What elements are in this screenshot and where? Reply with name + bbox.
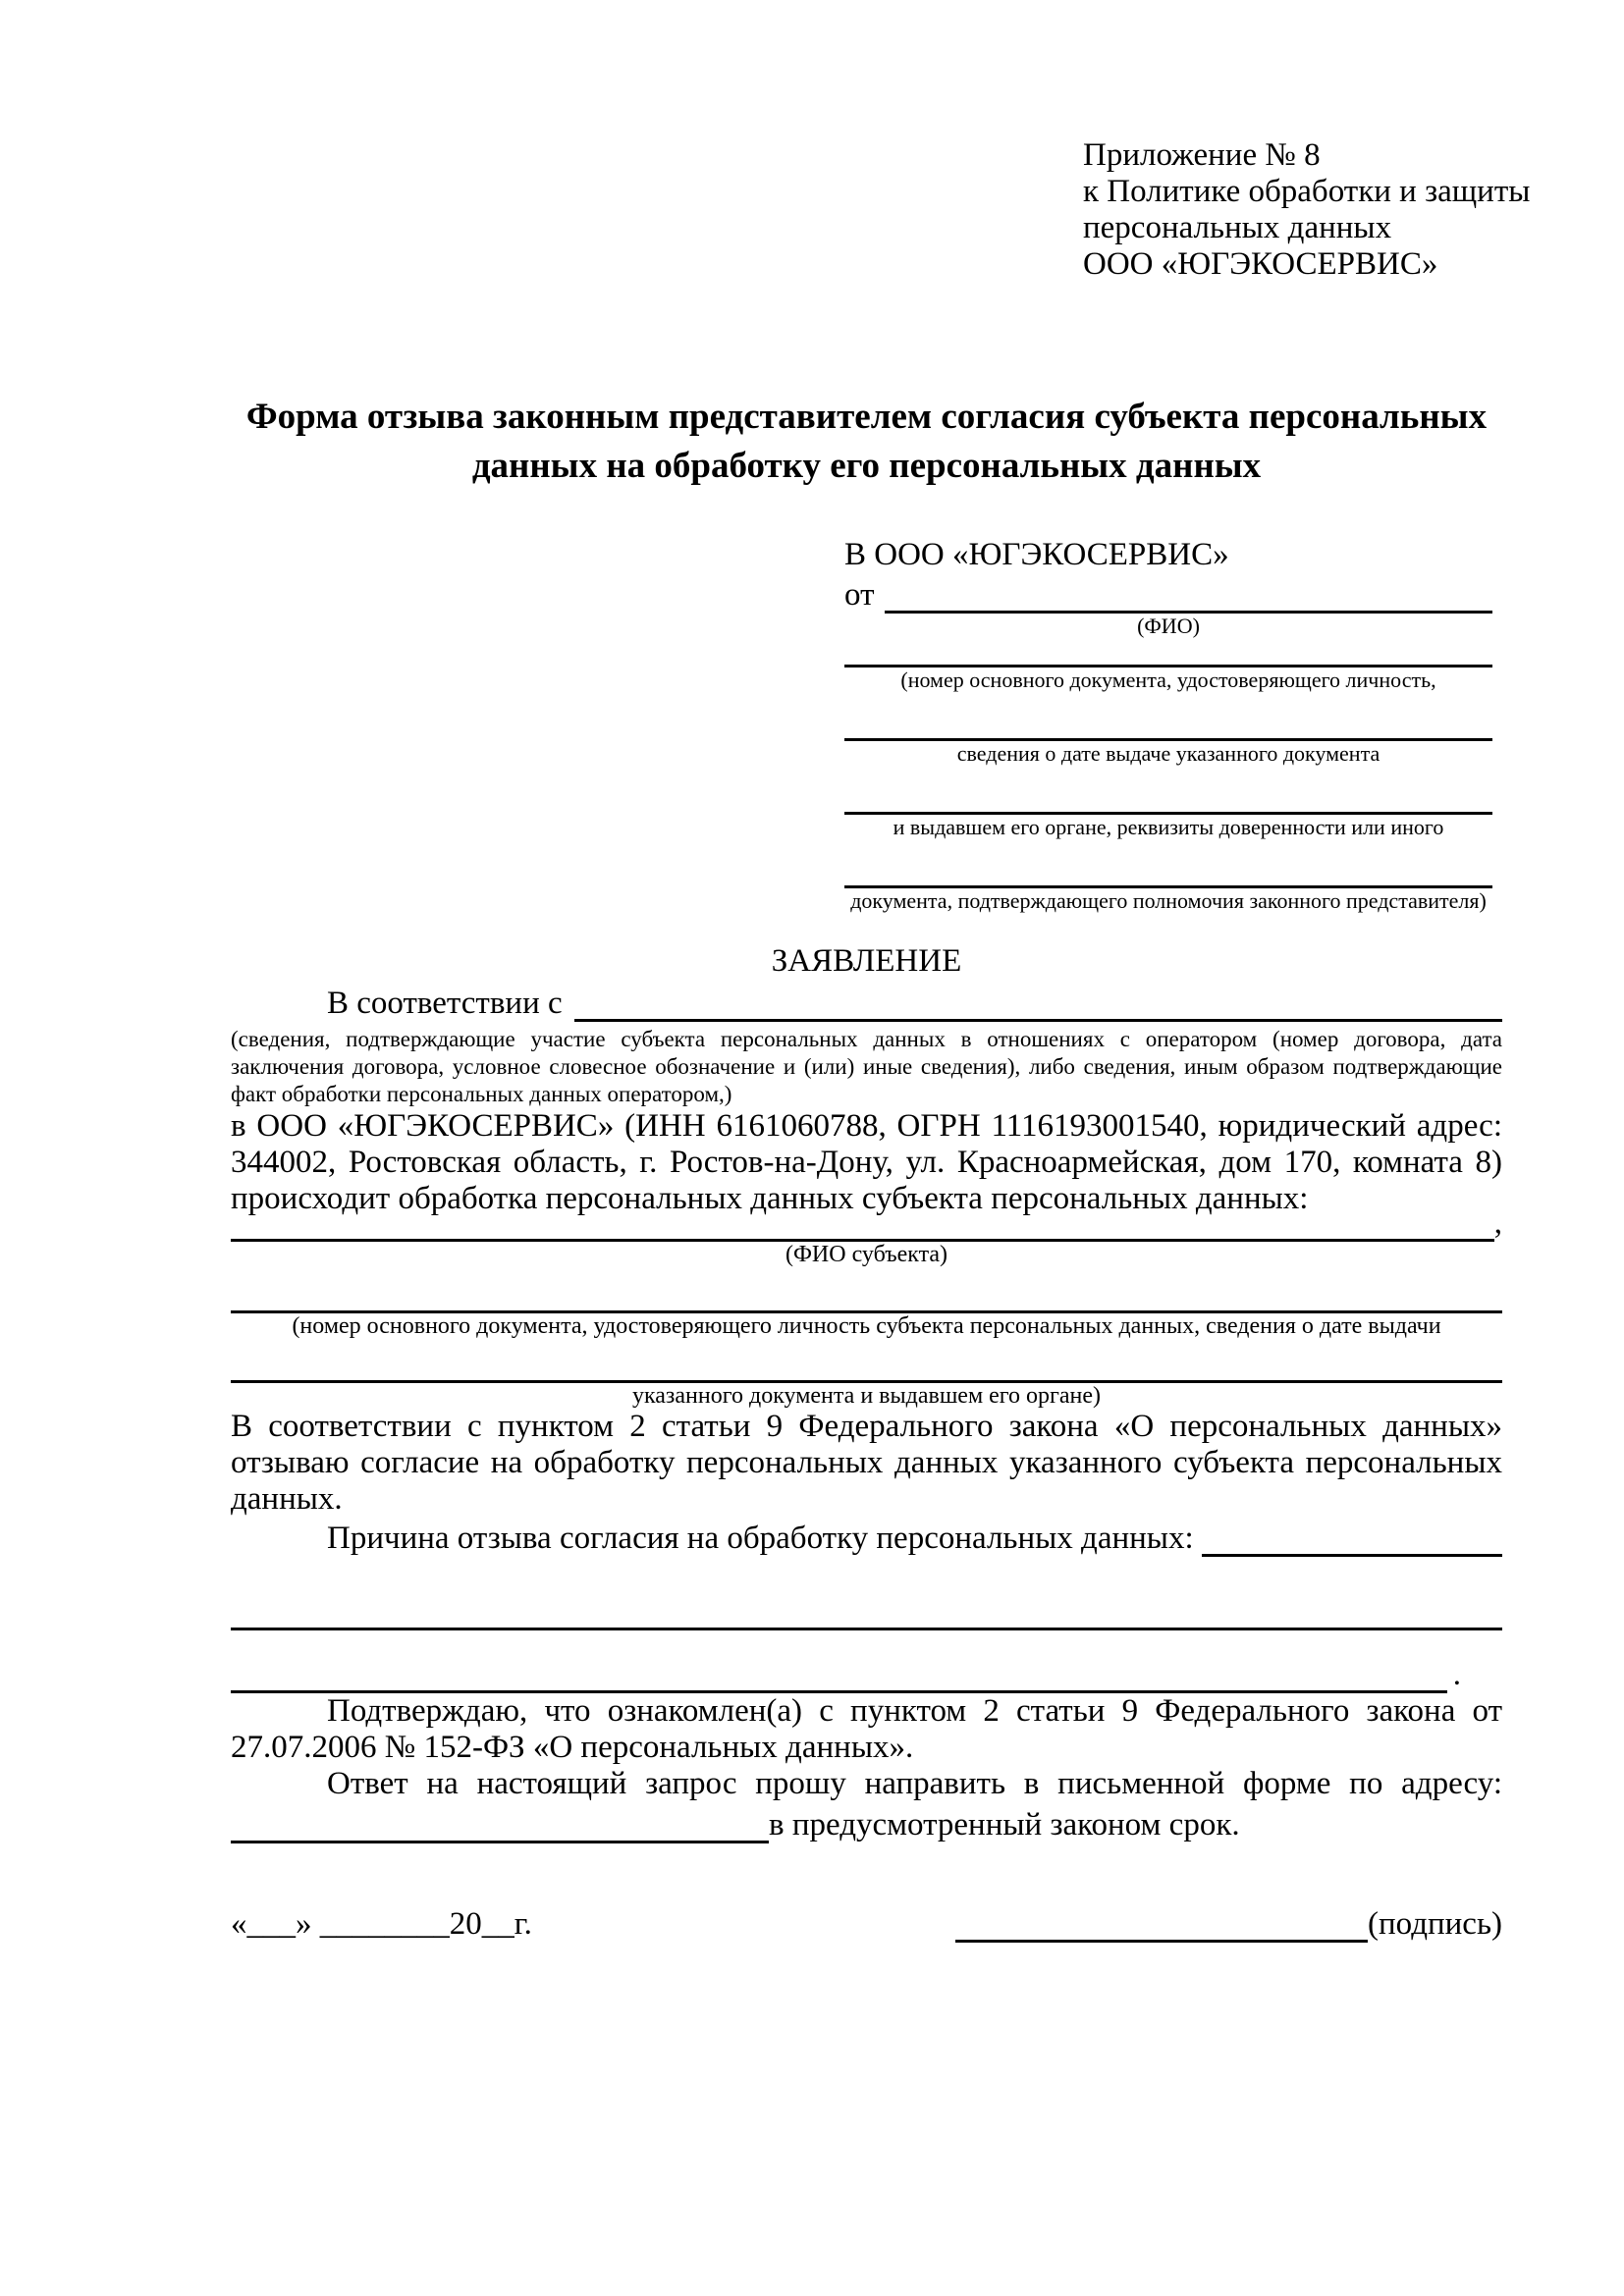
appendix-line: персональных данных <box>1083 210 1392 245</box>
trailing-period: . <box>1452 1657 1461 1692</box>
blank-caption: документа, подтверждающего полномочия законного представителя) <box>850 888 1487 913</box>
appendix-line: ООО «ЮГЭКОСЕРВИС» <box>1083 246 1438 282</box>
statement-body <box>231 941 1502 1943</box>
blank-line <box>844 693 1492 741</box>
statement-heading: ЗАЯВЛЕНИЕ <box>771 943 962 979</box>
addressee-organization: В ООО «ЮГЭКОСЕРВИС» <box>844 537 1229 572</box>
subject-fio-caption: (ФИО субъекта) <box>785 1242 948 1267</box>
addressee-blank-row <box>844 639 1492 693</box>
intro-legend: (сведения, подтверждающие участие субъекта персональных данных в отношениях с оператором (номер договора, дата заключения договора, условное словесное обозначение и (или) иные сведения), либо сведения, иным образом подтверждающие факт обработки персональных данных оператором,) <box>231 1027 1502 1106</box>
reason-extra-blank-line-1 <box>231 1582 1502 1630</box>
page-title: Форма отзыва законным представителем согласия субъекта персональных данных на обработку его персональных данных <box>245 397 1488 486</box>
intro-row <box>231 983 1502 1022</box>
appendix-line: к Политике обработки и защиты <box>1083 174 1531 209</box>
blank-line <box>844 767 1492 815</box>
intro-prefix: В соответствии с <box>327 986 563 1021</box>
appendix-line: Приложение № 8 <box>1083 137 1321 173</box>
reason-blank-line <box>1202 1554 1502 1557</box>
from-row <box>844 574 1492 614</box>
signature-blank-line <box>955 1904 1368 1943</box>
trailing-comma: , <box>1493 1205 1502 1241</box>
appendix-block <box>1083 137 1624 283</box>
subject-doc-blank-line-2 <box>231 1339 1502 1383</box>
date-line: «___» ________20__г. <box>231 1906 532 1942</box>
blank-caption: (номер основного документа, удостоверяющего личность, <box>900 667 1436 692</box>
from-label: от <box>844 577 875 613</box>
blank-line <box>844 840 1492 888</box>
withdrawal-paragraph: В соответствии с пунктом 2 статьи 9 Федерального закона «О персональных данных» отзываю согласие на обработку персональных данных указанного субъекта персональных данных. <box>231 1409 1502 1517</box>
blank-line <box>844 639 1492 667</box>
confirm-paragraph: Подтверждаю, что ознакомлен(а) с пунктом 2 статьи 9 Федерального закона от 27.07.2006 № 152-ФЗ «О персональных данных». <box>231 1693 1502 1765</box>
signature-group <box>955 1904 1502 1943</box>
signature-caption: (подпись) <box>1368 1906 1502 1942</box>
reply-suffix: в предусмотренный законом срок. <box>769 1807 1240 1842</box>
operator-paragraph: в ООО «ЮГЭКОСЕРВИС» (ИНН 6161060788, ОГРН 1116193001540, юридический адрес: 344002, Ростовская область, г. Ростов-на-Дону, ул. Красноармейская, дом 170, комната 8) происходит обработка персональных данных субъекта персональных данных: <box>231 1108 1502 1216</box>
reason-row <box>231 1518 1502 1557</box>
blank-caption: и выдавшем его органе, реквизиты доверенности или иного <box>893 815 1444 839</box>
signature-footer <box>231 1904 1502 1943</box>
reason-label: Причина отзыва согласия на обработку персональных данных: <box>327 1521 1194 1556</box>
reason-extra-row-2 <box>231 1630 1502 1693</box>
intro-blank-line <box>574 1019 1502 1022</box>
subject-fio-row <box>231 1205 1502 1242</box>
blank-caption: сведения о дате выдаче указанного документа <box>956 741 1380 766</box>
reply-paragraph: Ответ на настоящий запрос прошу направить в письменной форме по адресу: <box>327 1766 1502 1801</box>
reply-address-row <box>231 1802 1502 1843</box>
addressee-blank-row <box>844 767 1492 840</box>
fio-caption: (ФИО) <box>1137 614 1200 638</box>
addressee-blank-row <box>844 693 1492 767</box>
addressee-blank-row <box>844 840 1492 914</box>
reply-address-blank-line <box>231 1799 769 1843</box>
subject-doc-caption-1: (номер основного документа, удостоверяющего личность субъекта персональных данных, сведения о дате выдачи <box>292 1313 1441 1339</box>
subject-doc-blank-line-1 <box>231 1267 1502 1313</box>
subject-doc-caption-2: указанного документа и выдавшем его органе) <box>631 1383 1102 1409</box>
addressee-block <box>844 535 1492 914</box>
